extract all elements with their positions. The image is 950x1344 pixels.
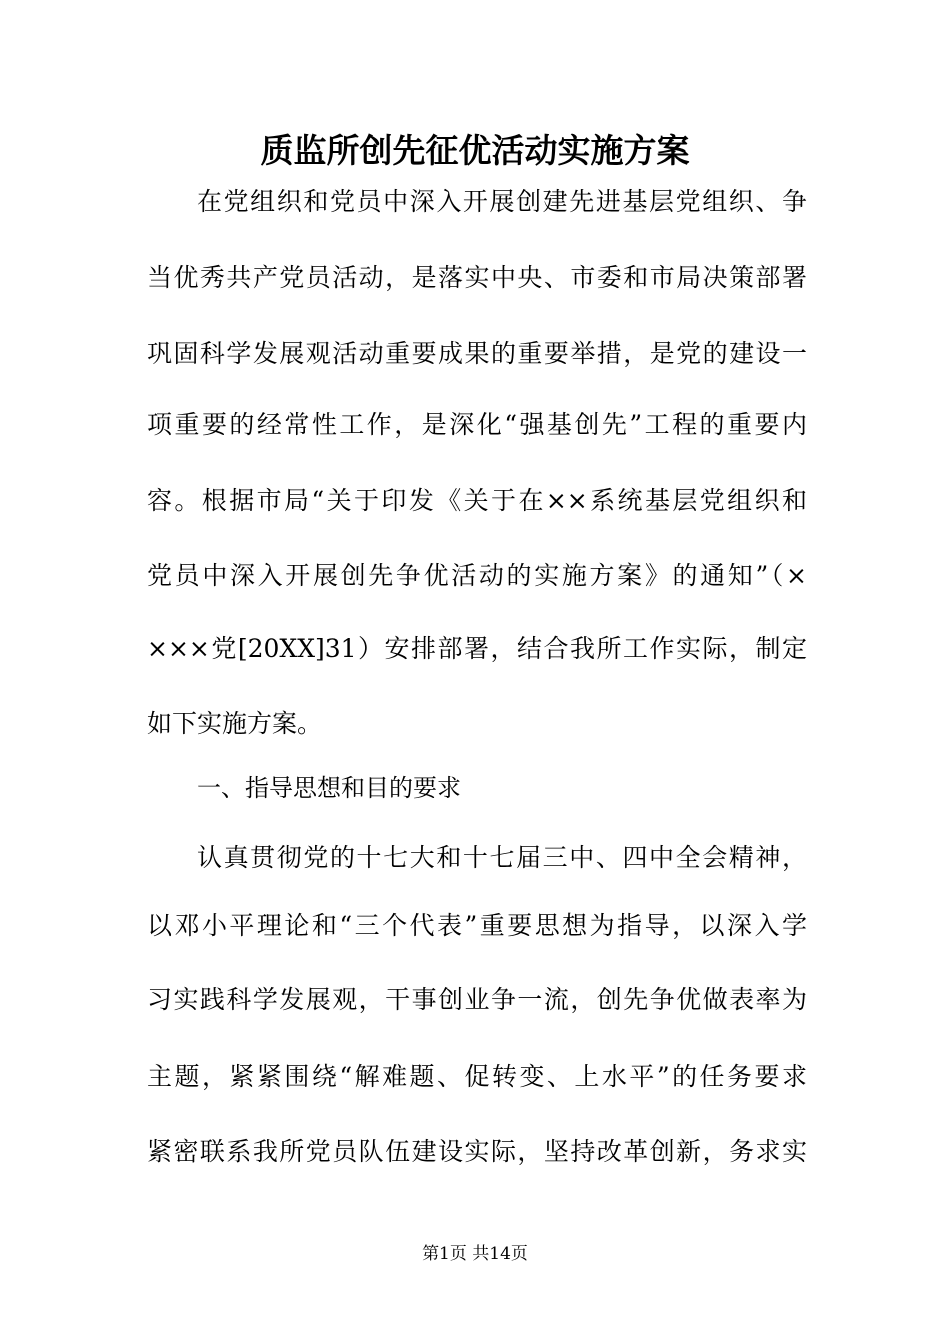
text-line: 党员中深入开展创先争优活动的实施方案》的通知”（× [147,561,807,590]
text-line: 如下实施方案。 [147,709,323,738]
text-line: 主题，紧紧围绕“解难题、促转变、上水平”的任务要求 [147,1062,807,1091]
text-line: ×××党[20XX]31）安排部署，结合我所工作实际，制定 [147,634,807,663]
document-title: 质监所创先征优活动实施方案 [260,131,690,170]
page-number-footer: 第1页 共14页 [422,1244,528,1264]
text-line: 巩固科学发展观活动重要成果的重要举措，是党的建设一 [147,339,807,368]
text-line: 容。根据市局“关于印发《关于在××系统基层党组织和 [147,486,807,515]
text-line: 紧密联系我所党员队伍建设实际，坚持改革创新，务求实 [147,1137,807,1166]
section-heading: 一、指导思想和目的要求 [197,774,461,802]
text-line: 以邓小平理论和“三个代表”重要思想为指导，以深入学 [147,911,807,940]
text-line: 项重要的经常性工作，是深化“强基创先”工程的重要内 [147,410,807,439]
text-line: 认真贯彻党的十七大和十七届三中、四中全会精神， [197,843,807,872]
text-line: 习实践科学发展观，干事创业争一流，创先争优做表率为 [147,985,807,1014]
text-line: 当优秀共产党员活动，是落实中央、市委和市局决策部署 [147,263,807,292]
text-line: 在党组织和党员中深入开展创建先进基层党组织、争 [197,187,807,216]
